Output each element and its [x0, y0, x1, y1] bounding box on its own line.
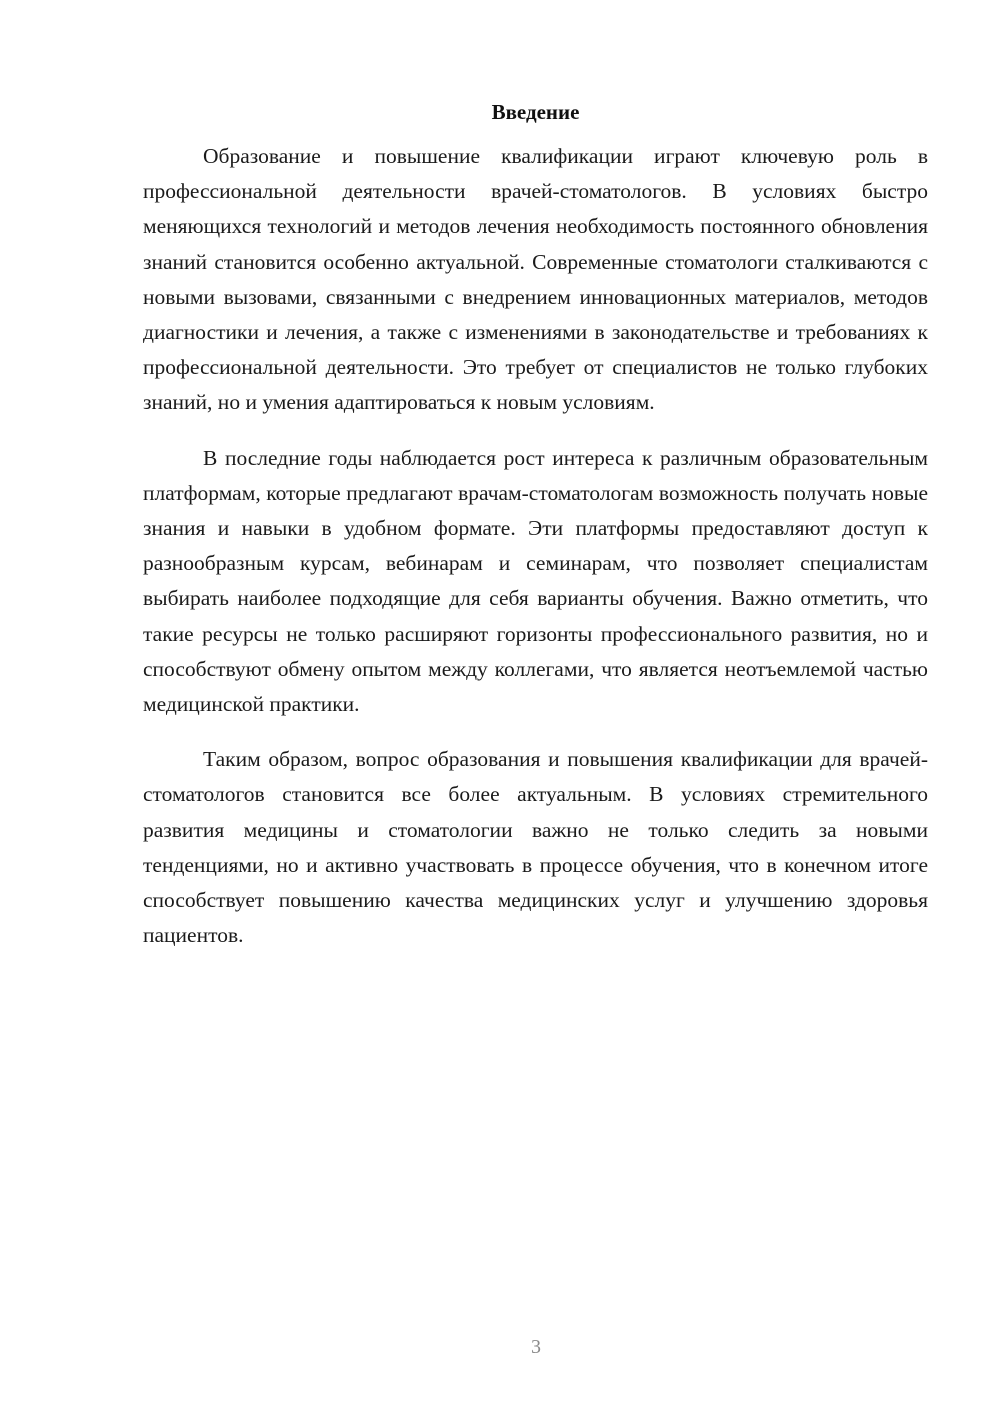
page-content: [143, 97, 928, 973]
paragraph-3: Таким образом, вопрос образования и повышения квалификации для врачей-стоматологов становится все более актуальным. В условиях стремительного развития медицины и стоматологии важно не только следить за новыми тенденциями, но и активно участвовать в процессе обучения, что в конечном итоге способствует повышению качества медицинских услуг и улучшению здоровья пациентов.: [143, 747, 928, 948]
paragraph-2: В последние годы наблюдается рост интереса к различным образовательным платформам, которые предлагают врачам-стоматологам возможность получать новые знания и навыки в удобном формате. Эти платформы предоставляют доступ к разнообразным курсам, вебинарам и семинарам, что позволяет специалистам выбирать наиболее подходящие для себя варианты обучения. Важно отметить, что такие ресурсы не только расширяют горизонты профессионального развития, но и способствуют обмену опытом между коллегами, что является неотъемлемой частью медицинской практики.: [143, 445, 928, 717]
section-heading: Введение: [491, 100, 580, 124]
page-number: 3: [531, 1336, 541, 1358]
paragraph-1: Образование и повышение квалификации играют ключевую роль в профессиональной деятельности врачей-стоматологов. В условиях быстро меняющихся технологий и методов лечения необходимость постоянного обновления знаний становится особенно актуальной. Современные стоматологи сталкиваются с новыми вызовами, связанными с внедрением инновационных материалов, методов диагностики и лечения, а также с изменениями в законодательстве и требованиях к профессиональной деятельности. Это требует от специалистов не только глубоких знаний, но и умения адаптироваться к новым условиям.: [143, 144, 928, 415]
